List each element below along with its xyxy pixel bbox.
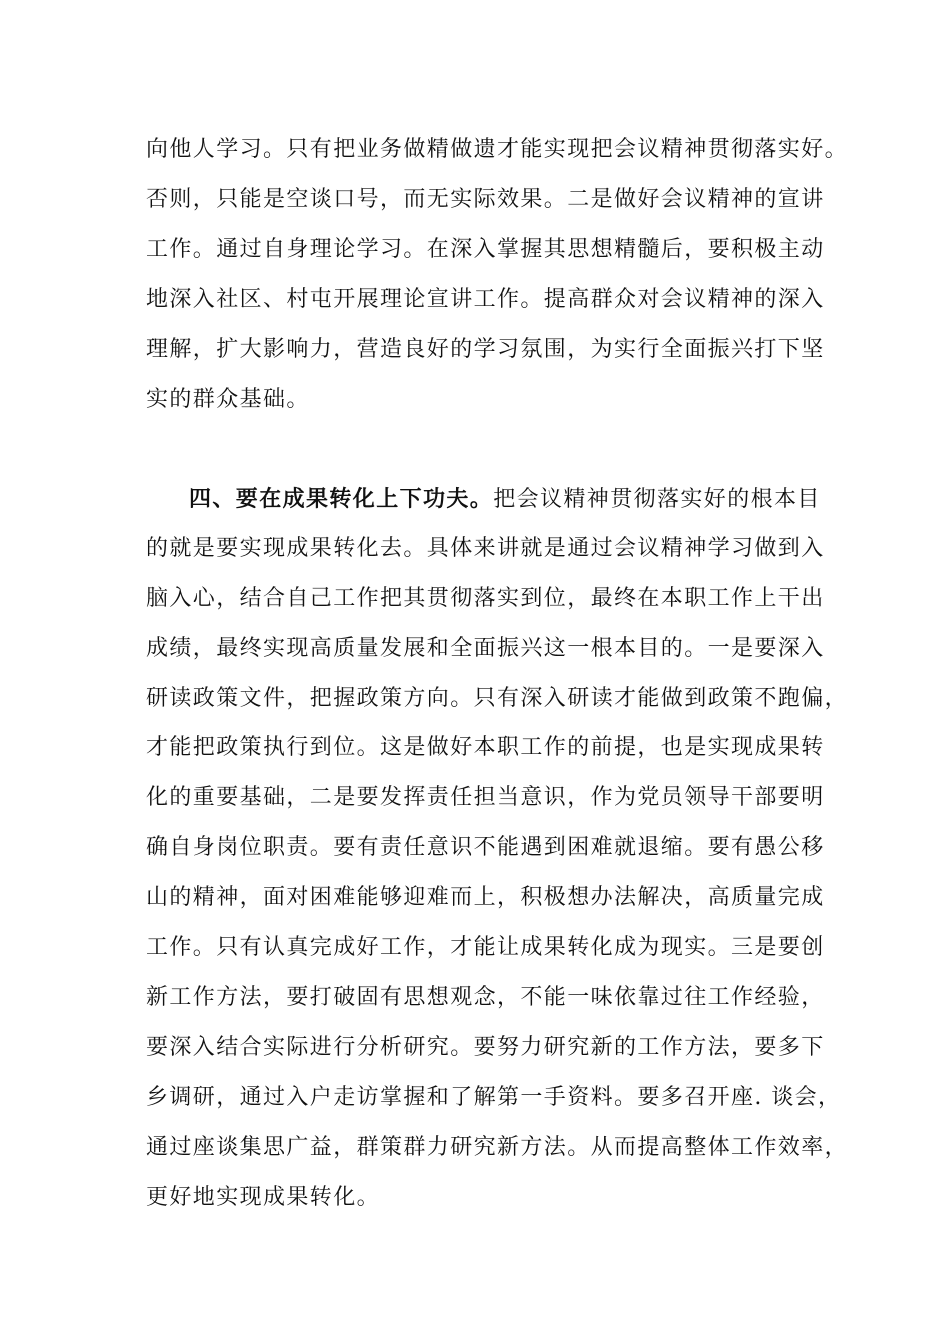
text-line: 地深入社区、村屯开展理论宣讲工作。提高群众对会议精神的深入 [146, 287, 825, 312]
text-line: 山的精神，面对困难能够迎难而上，积极想办法解决，高质量完成 [146, 885, 825, 910]
text-line: 否则，只能是空谈口号，而无实际效果。二是做好会议精神的宣讲 [146, 187, 825, 212]
text-line: 通过座谈集思广益，群策群力研究新方法。从而提高整体工作效率， [146, 1135, 849, 1160]
text-line: 实的群众基础。 [146, 387, 310, 412]
section-heading: 四、要在成果转化上下功夫。 [189, 486, 494, 512]
text-line: 向他人学习。只有把业务做精做遗才能实现把会议精神贯彻落实好。 [146, 137, 849, 162]
text-line: 乡调研，通过入户走访掌握和了解第一手资料。要多召开座. 谈会， [146, 1085, 842, 1110]
text-line: 新工作方法，要打破固有思想观念，不能一味依靠过往工作经验， [146, 985, 825, 1010]
section-heading-line [189, 484, 821, 514]
text-line: 确自身岗位职责。要有责任意识不能遇到困难就退缩。要有愚公移 [146, 835, 825, 860]
text-line: 才能把政策执行到位。这是做好本职工作的前提，也是实现成果转 [146, 735, 825, 760]
text-line: 工作。只有认真完成好工作，才能让成果转化成为现实。三是要创 [146, 935, 825, 960]
text-line: 脑入心，结合自己工作把其贯彻落实到位，最终在本职工作上干出 [146, 586, 825, 611]
text-line: 要深入结合实际进行分析研究。要努力研究新的工作方法，要多下 [146, 1035, 825, 1060]
text-line: 工作。通过自身理论学习。在深入掌握其思想精髓后，要积极主动 [146, 237, 825, 262]
text-line: 更好地实现成果转化。 [146, 1185, 381, 1210]
text-line: 的就是要实现成果转化去。具体来讲就是通过会议精神学习做到入 [146, 536, 825, 561]
text-line: 化的重要基础，二是要发挥责任担当意识，作为党员领导干部要明 [146, 785, 825, 810]
text-line: 理解，扩大影响力，营造良好的学习氛围，为实行全面振兴打下坚 [146, 337, 825, 362]
section-heading-continuation: 把会议精神贯彻落实好的根本目 [493, 487, 821, 512]
text-line: 成绩，最终实现高质量发展和全面振兴这一根本目的。一是要深入 [146, 636, 825, 661]
text-line: 研读政策文件，把握政策方向。只有深入研读才能做到政策不跑偏， [146, 686, 849, 711]
